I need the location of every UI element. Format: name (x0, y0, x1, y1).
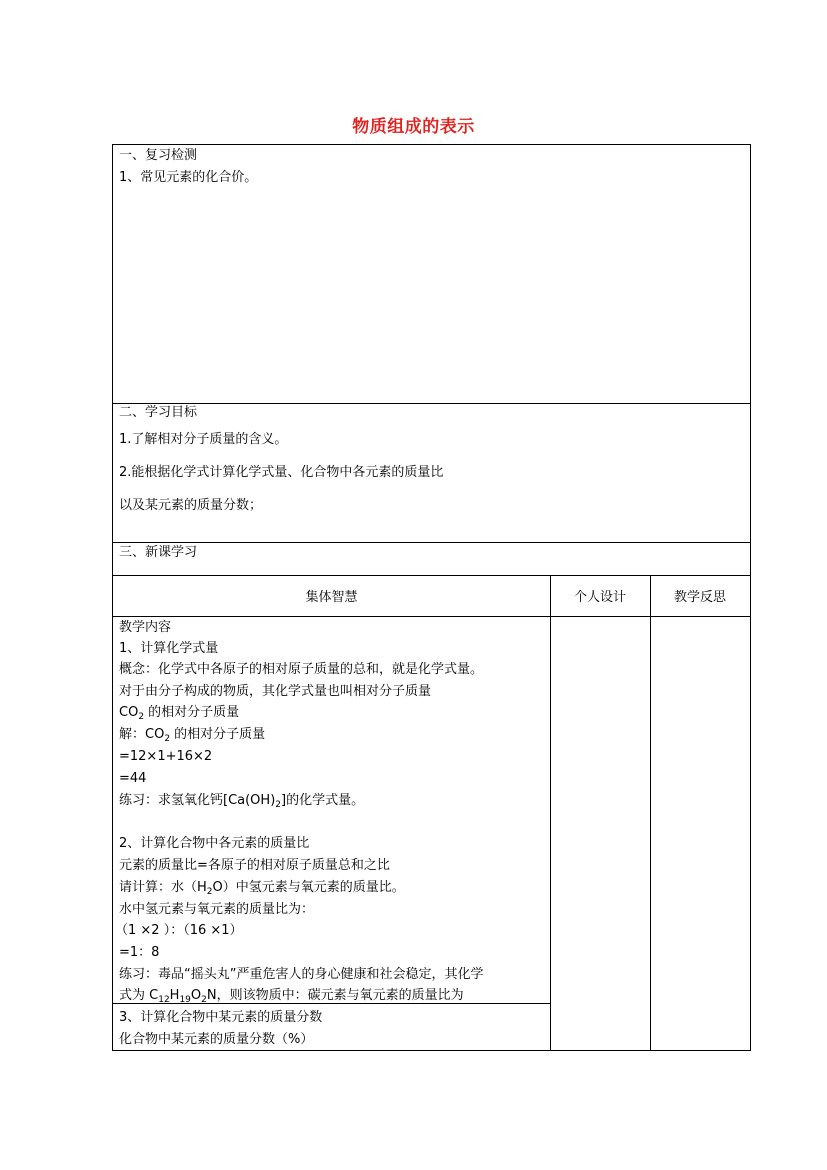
content-line: 式为 $C_{12}H_{19}O_2N$，则该物质中：碳元素与氧元素的质量比为 (119, 988, 464, 1005)
column-header-personal: 个人设计 (573, 590, 626, 605)
content-line: 解：$CO_2$ 的相对分子质量 (119, 727, 266, 744)
content-line: =12×1+16×2 (119, 749, 213, 764)
page-title: 物质组成的表示 (352, 117, 475, 137)
divider (113, 616, 750, 617)
content-line: 教学内容 (119, 620, 172, 635)
column-divider (650, 575, 651, 1051)
content-line: 1、计算化学式量 (119, 641, 219, 656)
divider (113, 575, 750, 576)
content-line: 练习：毒品“摇头丸”严重危害人的身心健康和社会稳定，其化学 (119, 967, 484, 982)
column-divider (550, 575, 551, 1051)
content-line: 元素的质量比=各原子的相对原子质量总和之比 (119, 858, 390, 873)
section1-heading: 一、复习检测 (119, 148, 198, 163)
section3-heading: 三、新课学习 (119, 545, 198, 560)
content-line: 水中氢元素与氧元素的质量比为： (119, 902, 315, 917)
divider (113, 403, 750, 404)
content-line: 化合物中某元素的质量分数（%） (119, 1032, 314, 1047)
content-line: 概念：化学式中各原子的相对原子质量的总和，就是化学式量。 (119, 662, 484, 677)
content-line: 3、计算化合物中某元素的质量分数 (119, 1010, 323, 1025)
content-line: $CO_2$ 的相对分子质量 (119, 705, 240, 722)
column-header-collective: 集体智慧 (305, 590, 358, 605)
column-header-reflection: 教学反思 (673, 590, 726, 605)
lesson-table (112, 144, 751, 1051)
divider (113, 542, 750, 543)
content-line: 2、计算化合物中各元素的质量比 (119, 836, 310, 851)
content-line: （1 ×2 ）：（16 ×1） (115, 923, 243, 938)
content-line: 练习：求氢氧化钙$[Ca(OH)_2]$的化学式量。 (119, 793, 365, 810)
section1-item: 1、常见元素的化合价。 (119, 170, 258, 185)
goal-3: 以及某元素的质量分数； (119, 498, 263, 513)
goal-2: 2.能根据化学式计算化学式量、化合物中各元素的质量比 (119, 465, 444, 480)
section2-heading: 二、学习目标 (119, 405, 198, 420)
content-line: 对于由分子构成的物质，其化学式量也叫相对分子质量 (119, 684, 432, 699)
content-line: 请计算：水$(H_2O)$中氢元素与氧元素的质量比。 (119, 880, 405, 897)
goal-1: 1.了解相对分子质量的含义。 (119, 432, 288, 447)
content-line: =44 (119, 771, 147, 786)
content-line: =1：8 (119, 945, 160, 960)
